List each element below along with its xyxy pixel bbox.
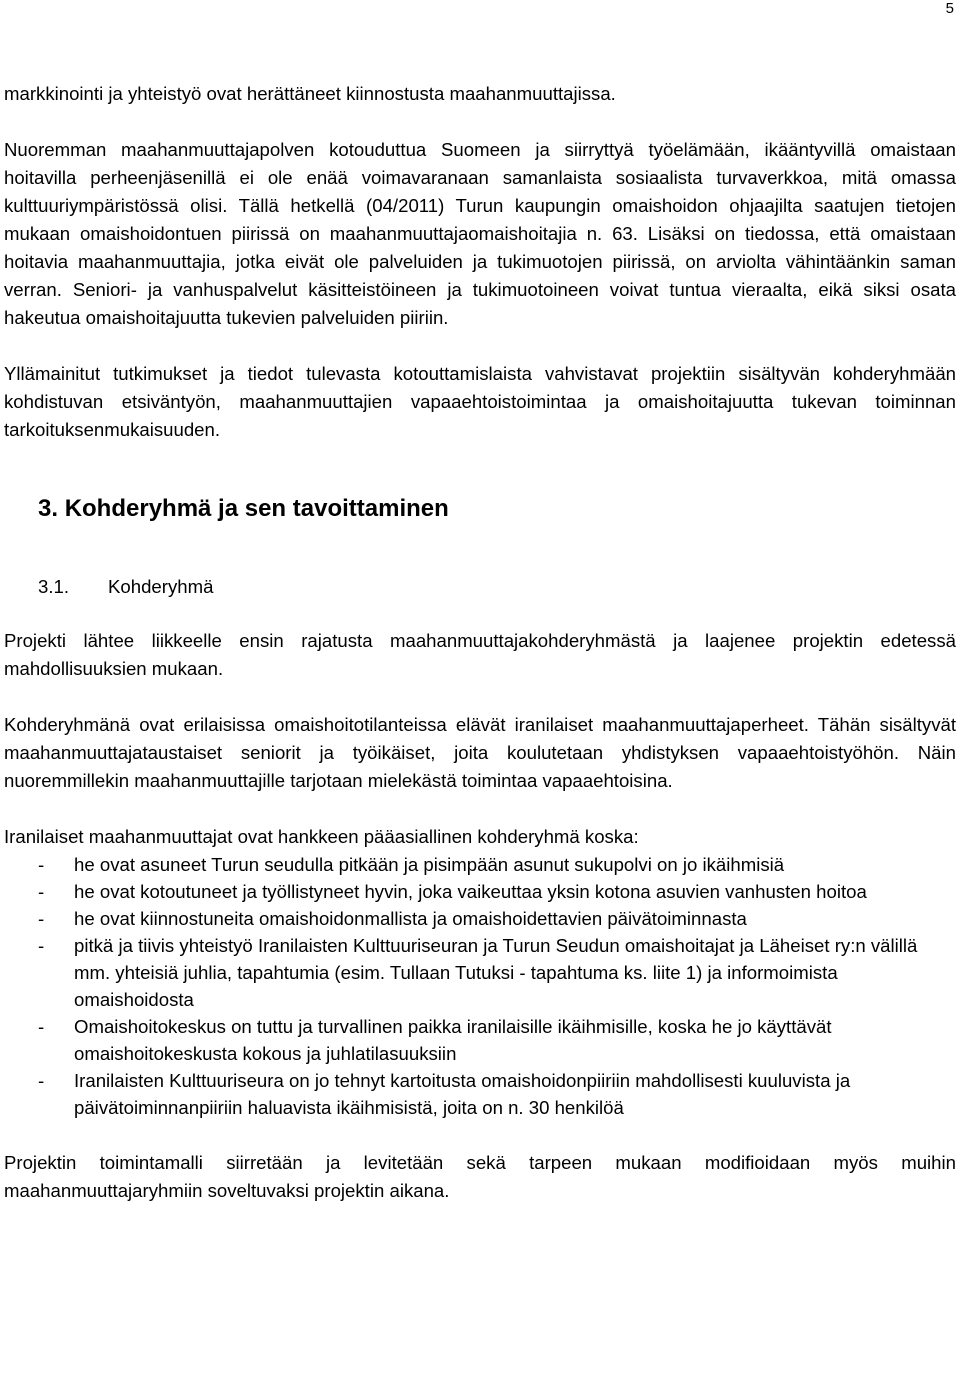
- list-item: [4, 905, 956, 932]
- dash-bullet: -: [38, 935, 45, 956]
- list-item-text: he ovat asuneet Turun seudulla pitkään ja pisimpään asunut sukupolvi on jo ikäihmisiä: [74, 854, 785, 875]
- list-item-text: Omaishoitokeskus on tuttu ja turvallinen paikka iranilaisille ikäihmisille, koska he jo käyttävät omaishoitokeskusta kokous ja juhlatilasuuksiin: [74, 1016, 832, 1064]
- paragraph-reasons-intro: Iranilaiset maahanmuuttajat ovat hankkeen pääasiallinen kohderyhmä koska:: [4, 826, 639, 847]
- paragraph-background: Nuoremman maahanmuuttajapolven kotouduttua Suomeen ja siirryttyä työelämään, ikääntyvillä omaistaan hoitavilla perheenjäsenillä ei ole enää voimavaranaan samanlaista sosiaalista turvaverkkoa, mitä omassa kulttuuriympäristössä olisi. Tällä hetkellä (04/2011) Turun kaupungin omaishoidon ohjaajilta saatujen tietojen mukaan omaishoidontuen piirissä on maahanmuuttajaomaishoitajia n. 63. Lisäksi on tiedossa, että omaistaan hoitavia maahanmuuttajia, jotka eivät ole palveluiden ja tukimuotojen piirissä, on arviolta vähintäänkin saman verran. Seniori- ja vanhuspalvelut käsitteistöineen ja tukimuotoineen voivat tuntua vieraalta, eikä siksi osata hakeutua omaishoitajuutta tukevien palveluiden piiriin.: [4, 139, 956, 328]
- page-number: 5: [945, 0, 954, 17]
- paragraph-project-start: Projekti lähtee liikkeelle ensin rajatusta maahanmuuttajakohderyhmästä ja laajenee projektin edetessä mahdollisuuksien mukaan.: [4, 630, 956, 679]
- section-heading: [38, 493, 956, 525]
- paragraph-conclusion: Projektin toimintamalli siirretään ja levitetään sekä tarpeen mukaan modifioidaan myös muihin maahanmuuttajaryhmiin soveltuvaksi projektin aikana.: [4, 1152, 956, 1201]
- dash-bullet: -: [38, 1016, 45, 1037]
- paragraph-intro: markkinointi ja yhteistyö ovat herättäneet kiinnostusta maahanmuuttajissa.: [4, 83, 616, 104]
- list-item: [4, 932, 956, 1013]
- subsection-number: 3.1.: [38, 576, 70, 597]
- document-body: [4, 80, 956, 1205]
- list-item: [4, 1067, 956, 1121]
- list-item-text: he ovat kotoutuneet ja työllistyneet hyvin, joka vaikeuttaa yksin kotona asuvien vanhusten hoitoa: [74, 881, 867, 902]
- list-item: [4, 851, 956, 878]
- paragraph-target-group: Kohderyhmänä ovat erilaisissa omaishoitotilanteissa elävät iranilaiset maahanmuuttajaperheet. Tähän sisältyvät maahanmuuttajataustaiset seniorit ja työikäiset, joita koulutetaan yhdistyksen vapaaehtoistyöhön. Näin nuoremmillekin maahanmuuttajille tarjotaan mielekästä toimintaa vapaaehtoisina.: [4, 714, 956, 791]
- dash-bullet: -: [38, 1070, 45, 1091]
- list-item-text: pitkä ja tiivis yhteistyö Iranilaisten Kulttuuriseuran ja Turun Seudun omaishoitajat ja Läheiset ry:n välillä mm. yhteisiä juhlia, tapahtumia (esim. Tullaan Tutuksi - tapahtuma ks. liite 1) ja informoimista omaishoidosta: [74, 935, 918, 1010]
- reasons-list: [4, 851, 956, 1121]
- dash-bullet: -: [38, 881, 45, 902]
- section-number: 3.: [38, 495, 59, 522]
- list-item-text: he ovat kiinnostuneita omaishoidonmallista ja omaishoidettavien päivätoiminnasta: [74, 908, 747, 929]
- dash-bullet: -: [38, 854, 45, 875]
- section-title: Kohderyhmä ja sen tavoittaminen: [64, 495, 449, 522]
- paragraph-summary: Yllämainitut tutkimukset ja tiedot tulevasta kotouttamislaista vahvistavat projektiin sisältyvän kohderyhmään kohdistuvan etsiväntyön, maahanmuuttajien vapaaehtoistoimintaa ja omaishoitajuutta tukevan toiminnan tarkoituksenmukaisuuden.: [4, 363, 956, 440]
- dash-bullet: -: [38, 908, 45, 929]
- list-item-text: Iranilaisten Kulttuuriseura on jo tehnyt kartoitusta omaishoidonpiiriin mahdollisesti kuuluvista ja päivätoiminnanpiiriin haluavista ikäihmisistä, joita on n. 30 henkilöä: [74, 1070, 851, 1118]
- subsection-heading: [38, 573, 956, 601]
- subsection-title: Kohderyhmä: [108, 576, 214, 597]
- list-item: [4, 1013, 956, 1067]
- list-item: [4, 878, 956, 905]
